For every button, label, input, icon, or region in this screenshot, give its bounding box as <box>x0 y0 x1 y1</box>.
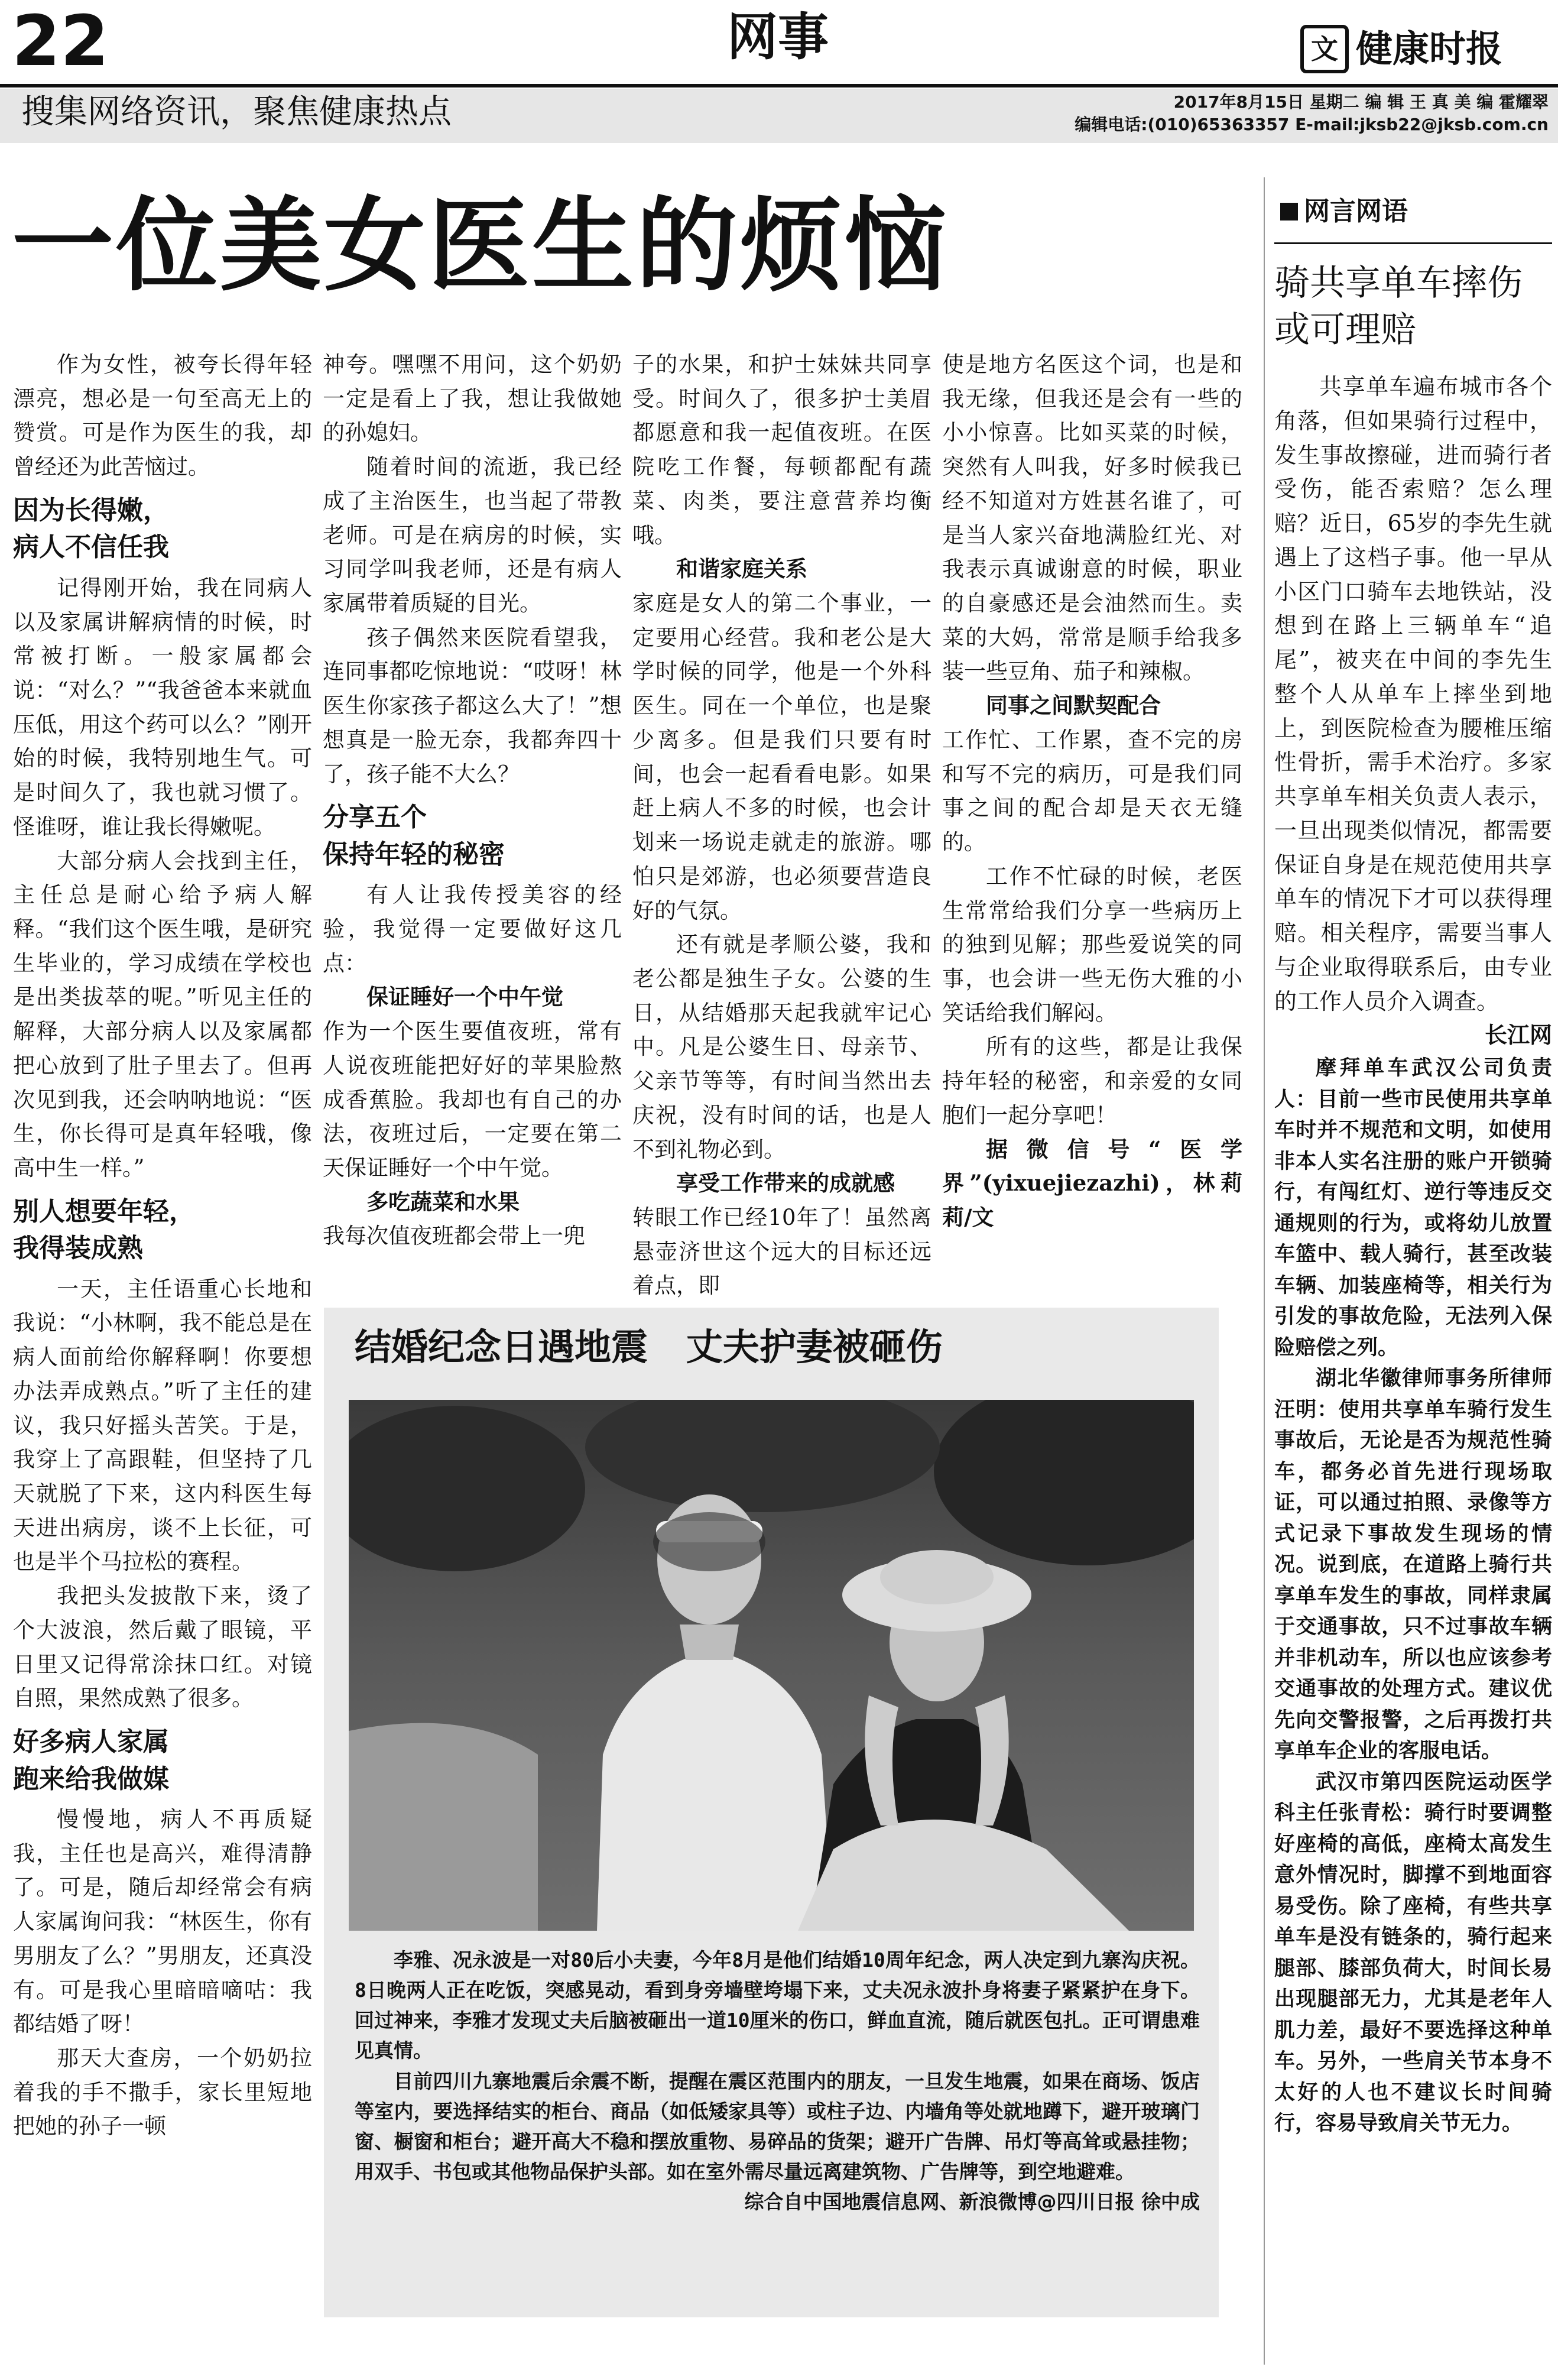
paragraph: 孩子偶然来医院看望我，连同事都吃惊地说：“哎呀！林医生你家孩子都这么大了！”想想真是一脸无奈，我都奔四十了，孩子能不大么？ <box>323 624 622 787</box>
expert-quote <box>1274 1767 1552 2139</box>
paragraph: 大部分病人会找到主任，主任总是耐心给予病人解释。“我们这个医生哦，是研究生毕业的，学习成绩在学校也是出类拔萃的呢。”听见主任的解释，大部分病人以及家属都把心放到了肚子里去了。但再次见到我，还会呐呐地说：“医生，你长得可是真年轻哦，像高中生一样。” <box>13 848 312 1181</box>
article-headline: 一位美女医生的烦恼 <box>12 185 948 305</box>
subheading: 分享五个 保持年轻的秘密 <box>323 802 505 870</box>
sidebar-divider <box>1274 242 1552 244</box>
paragraph: 所有的这些，都是让我保持年轻的秘密，和亲爱的女同胞们一起分享吧！ <box>942 1034 1242 1128</box>
tip-heading: 多吃蔬菜和水果 <box>366 1189 520 1215</box>
expert-quote-text: 使用共享单车骑行发生事故后，无论是否为规范性骑车，都务必首先进行现场取证，可以通过拍照、录像等方式记录下事故发生现场的情况。说到底，在道路上骑行共享单车发生的事故，同样隶属于交通事故，只不过事故车辆并非机动车，所以也应该参考交通事故的处理方式。建议优先向交警报警，之后再拨打共享单车企业的客服电话。 <box>1274 1397 1552 1763</box>
subheading: 别人想要年轻， 我得装成熟 <box>13 1196 195 1264</box>
paragraph: 慢慢地，病人不再质疑我，主任也是高兴，难得清静了。可是，随后却经常会有病人家属询问我：“林医生，你有男朋友了么？”男朋友，还真没有。可是我心里暗暗嘀咕：我都结婚了呀！ <box>13 1806 312 2037</box>
expert-quote <box>1274 1363 1552 1767</box>
article-source: 据微信号“医学界”(yixuejiezazhi)，林莉莉/文 <box>942 1136 1242 1230</box>
issue-meta <box>1064 91 1549 136</box>
column-divider <box>1264 177 1265 2365</box>
paragraph: 随着时间的流逝，我已经成了主治医生，也当起了带教老师。可是在病房的时候，实习同学叫我老师，还是有病人家属带着质疑的目光。 <box>323 454 622 617</box>
subheading: 好多病人家属 跑来给我做媒 <box>13 1727 169 1794</box>
paragraph: 记得刚开始，我在同病人以及家属讲解病情的时候，时常被打断。一般家属都会说：“对么？”“我爸爸本来就血压低，用这个药可以么？”刚开始的时候，我特别地生气。可是时间久了，我也就习惯了。怪谁呀，谁让我长得嫩呢。 <box>13 575 312 839</box>
sidebar-tag <box>1280 196 1408 226</box>
expert-name: 摩拜单车武汉公司负责人： <box>1274 1056 1552 1111</box>
sidebar-body <box>1274 370 1552 2139</box>
caption-paragraph: 目前四川九寨地震后余震不断，提醒在震区范围内的朋友，一旦发生地震，如果在商场、饭店等室内，要选择结实的柜台、商品（如低矮家具等）或柱子边、内墙角等处就地蹲下，避开玻璃门窗、橱窗和柜台；避开高大不稳和摆放重物、易碎品的货架；避开广告牌、吊灯等高耸或悬挂物；用双手、书包或其他物品保护头部。如在室外需尽量远离建筑物、广告牌等，到空地避难。 <box>355 2069 1200 2183</box>
sidebar-title: 骑共享单车摔伤 或可理赔 <box>1274 262 1523 351</box>
logo-text: 健康时报 <box>1356 27 1503 70</box>
article-column-1 <box>13 348 312 2144</box>
paragraph: 转眼工作已经10年了！虽然离悬壶济世这个远大的目标还远着点，即 <box>632 1204 931 1299</box>
section-slogan: 搜集网络资讯，聚焦健康热点 <box>21 93 452 131</box>
news-box-title: 结婚纪念日遇地震 丈夫护妻被砸伤 <box>355 1325 943 1369</box>
expert-name: 武汉市第四医院运动医学科主任张青松： <box>1274 1770 1552 1825</box>
couple-photo-image <box>349 1400 1194 1931</box>
masthead-divider <box>0 84 1558 87</box>
page-number: 22 <box>12 0 109 82</box>
expert-quote <box>1274 1053 1552 1363</box>
editor-contact: 编辑电话:(010)65363357 E-mail:jksb22@jksb.com.cn <box>1075 114 1549 134</box>
subheading: 因为长得嫩， 病人不信任我 <box>13 495 169 563</box>
paragraph: 一天，主任语重心长地和我说：“小林啊，我不能总是在病人面前给你解释啊！你要想办法弄成熟点。”听了主任的建议，我只好摇头苦笑。于是，我穿上了高跟鞋，但坚持了几天就脱了下来，这内科医生每天进出病房，谈不上长征，可也是半个马拉松的赛程。 <box>13 1276 312 1575</box>
paragraph: 还有就是孝顺公婆，我和老公都是独生子女。公婆的生日，从结婚那天起我就牢记心中。凡是公婆生日、母亲节、父亲节等等，有时间当然出去庆祝，没有时间的话，也是人不到礼物必到。 <box>632 932 931 1162</box>
paragraph: 我每次值夜班都会带上一兜 <box>323 1223 585 1249</box>
paragraph: 工作忙、工作累，查不完的房和写不完的病历，可是我们同事之间的配合却是天衣无缝的。 <box>942 727 1242 855</box>
article-column-4 <box>942 348 1242 1235</box>
section-name: 网事 <box>727 7 829 67</box>
paragraph: 使是地方名医这个词，也是和我无缘，但我还是会有一些的小小惊喜。比如买菜的时候，突然有人叫我，好多时候我已经不知道对方姓甚名谁了，可是当人家兴奋地满脸红光、对我表示真诚谢意的时候，职业的自豪感还是会油然而生。卖菜的大妈，常常是顺手给我多装一些豆角、茄子和辣椒。 <box>942 352 1242 685</box>
expert-quote-text: 目前一些市民使用共享单车时并不规范和文明，如使用非本人实名注册的账户开锁骑行，有闯红灯、逆行等违反交通规则的行为，或将幼儿放置车篮中、载人骑行，甚至改装车辆、加装座椅等，相关行为引发的事故危险，无法列入保险赔偿之列。 <box>1274 1087 1552 1360</box>
paragraph: 家庭是女人的第二个事业，一定要用心经营。我和老公是大学时候的同学，他是一个外科医生。同在一个单位，也是聚少离多。但是我们只要有时间，也会一起看看电影。如果赶上病人不多的时候，也会计划来一场说走就走的旅游。哪怕只是郊游，也必须要营造良好的气氛。 <box>632 591 931 923</box>
newspaper-logo <box>1300 22 1554 76</box>
square-bullet-icon <box>1280 203 1298 221</box>
sidebar-tag-label: 网言网语 <box>1304 196 1408 226</box>
tip-heading: 同事之间默契配合 <box>986 693 1161 719</box>
paragraph: 共享单车遍布城市各个角落，但如果骑行过程中，发生事故擦碰，进而骑行者受伤，能否索赔？怎么理赔？近日，65岁的李先生就遇上了这档子事。他一早从小区门口骑车去地铁站，没想到在路上三辆单车“追尾”，被夹在中间的李先生整个人从单车上摔坐到地上，到医院检查为腰椎压缩性骨折，需手术治疗。多家共享单车相关负责人表示，一旦出现类似情况，都需要保证自身是在规范使用共享单车的情况下才可以获得理赔。相关程序，需要当事人与企业取得联系后，由专业的工作人员介入调查。 <box>1274 374 1552 1014</box>
issue-date-editors: 2017年8月15日 星期二 编 辑 王 真 美 编 霍耀翠 <box>1173 92 1549 112</box>
caption-paragraph: 李雅、况永波是一对80后小夫妻，今年8月是他们结婚10周年纪念，两人决定到九寨沟庆祝。8日晚两人正在吃饭，突感晃动，看到身旁墙壁垮塌下来，丈夫况永波扑身将妻子紧紧护在身下。回过神来，李雅才发现丈夫后脑被砸出一道10厘米的伤口，鲜血直流，随后就医包扎。正可谓患难见真情。 <box>355 1948 1200 2063</box>
paragraph: 作为女性，被夸长得年轻漂亮，想必是一句至高无上的赞赏。可是作为医生的我，却曾经还为此苦恼过。 <box>13 352 312 480</box>
paragraph: 神夸。嘿嘿不用问，这个奶奶一定是看上了我，想让我做她的孙媳妇。 <box>323 352 622 446</box>
caption-source: 综合自中国地震信息网、新浪微博@四川日报 徐中成 <box>744 2190 1200 2214</box>
photo-caption <box>355 1945 1200 2217</box>
paragraph: 我把头发披散下来，烫了个大波浪，然后戴了眼镜，平日里又记得常涂抹口红。对镜自照，果然成熟了很多。 <box>13 1583 312 1711</box>
logo-mark-icon: 文 <box>1300 25 1349 73</box>
paragraph: 子的水果，和护士妹妹共同享受。时间久了，很多护士美眉都愿意和我一起值夜班。在医院吃工作餐，每顿都配有蔬菜、肉类，要注意营养均衡哦。 <box>632 352 931 548</box>
paragraph: 工作不忙碌的时候，老医生常常给我们分享一些病历上的独到见解；那些爱说笑的同事，也会讲一些无伤大雅的小笑话给我们解闷。 <box>942 863 1242 1026</box>
tip-heading: 保证睡好一个中午觉 <box>366 984 563 1010</box>
article-column-2 <box>323 348 622 1253</box>
expert-name: 湖北华徽律师事务所律师汪明： <box>1274 1367 1552 1422</box>
paragraph: 有人让我传授美容的经验，我觉得一定要做好这几点： <box>323 882 622 976</box>
paragraph: 那天大查房，一个奶奶拉着我的手不撒手，家长里短地把她的孙子一顿 <box>13 2045 312 2139</box>
tip-heading: 和谐家庭关系 <box>676 556 807 582</box>
tip-heading: 享受工作带来的成就感 <box>676 1170 895 1197</box>
expert-quote-text: 骑行时要调整好座椅的高低，座椅太高发生意外情况时，脚撑不到地面容易受伤。除了座椅，有些共享单车是没有链条的，骑行起来腿部、膝部负荷大，时间长易出现腿部无力，尤其是老年人肌力差，最好不要选择这种单车。另外，一些肩关节本身不太好的人也不建议长时间骑行，容易导致肩关节无力。 <box>1274 1801 1552 2135</box>
paragraph: 作为一个医生要值夜班，常有人说夜班能把好好的苹果脸熬成香蕉脸。我却也有自己的办法，夜班过后，一定要在第二天保证睡好一个中午觉。 <box>323 1019 622 1181</box>
paragraph-source: 长江网 <box>1484 1022 1552 1049</box>
couple-photo <box>349 1400 1194 1931</box>
article-column-3 <box>632 348 931 1303</box>
